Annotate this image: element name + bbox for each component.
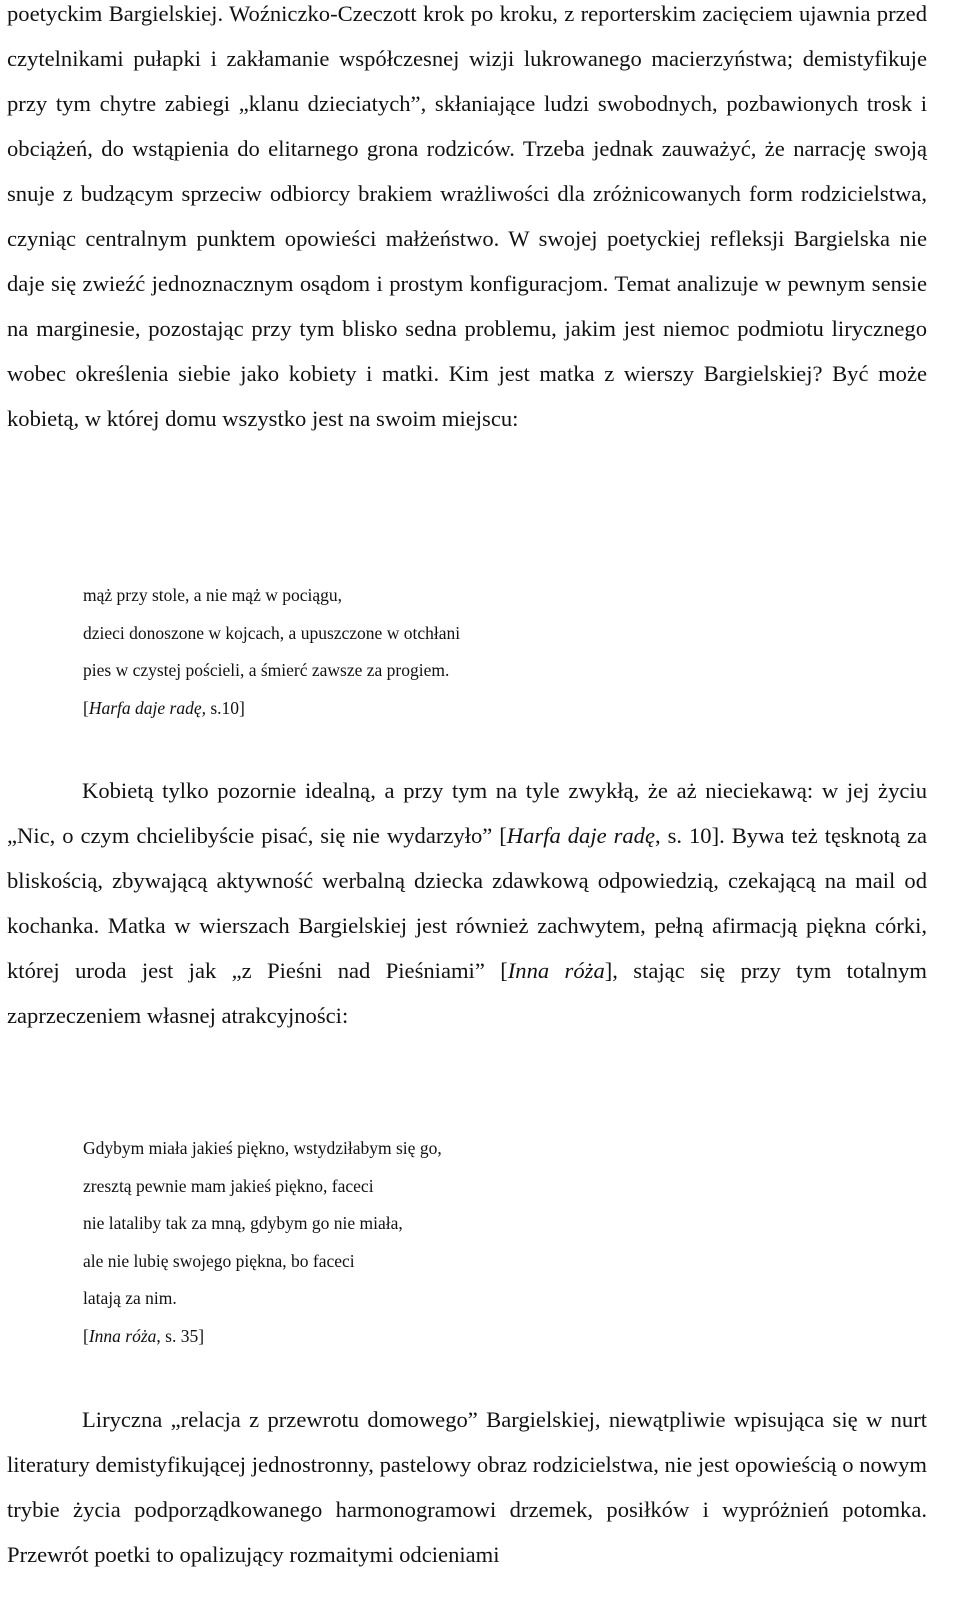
citation-title: Harfa daje radę, bbox=[88, 697, 206, 718]
poem-line: latają za nim. bbox=[83, 1288, 177, 1308]
poem-line: mąż przy stole, a nie mąż w pociągu, bbox=[83, 585, 342, 605]
paragraph-liryczna: Liryczna „relacja z przewrotu domowego” Bargielskiej, niewątpliwie wpisująca się w nurt literatury demistyfikującej jednostronny, pastelowy obraz rodzicielstwa, nie jest opowieścią o nowym trybie życia podporządkowanego harmonogramowi drzemek, posiłków i wypróżnień potomka. Przewrót poetki to opalizujący rozmaitymi odcieniami bbox=[7, 1407, 927, 1567]
paragraph-text: ], stając się przy tym totalnym zaprzeczeniem własnej atrakcyjności: bbox=[7, 958, 927, 1028]
paragraph-continuation: poetyckim Bargielskiej. Woźniczko-Czeczott krok po kroku, z reporterskim zacięciem ujawnia przed czytelnikami pułapki i zakłamanie współczesnej wizji lukrowanego macierzyństwa; demistyfikuje przy tym chytre zabiegi „klanu dzieciatych”, skłaniające ludzi swobodnych, pozbawionych trosk i obciążeń, do wstąpienia do elitarnego grona rodziców. Trzeba jednak zauważyć, że narrację swoją snuje z budzącym sprzeciw odbiorcy brakiem wrażliwości dla zróżnicowanych form rodzicielstwa, czyniąc centralnym punktem opowieści małżeństwo. W swojej poetyckiej refleksji Bargielska nie daje się zwieźć jednoznacznym osądom i prostym konfiguracjom. Temat analizuje w pewnym sensie na marginesie, pozostając przy tym blisko sedna problemu, jakim jest niemoc podmiotu lirycznego wobec określenia siebie jako kobiety i matki. Kim jest matka z wierszy Bargielskiej? Być może kobietą, w której domu wszystko jest na swoim miejscu: bbox=[7, 1, 927, 431]
poem-line: pies w czystej pościeli, a śmierć zawsze za progiem. bbox=[83, 660, 450, 680]
paragraph-kobieta bbox=[7, 768, 927, 1038]
poem-line: nie lataliby tak za mną, gdybym go nie miała, bbox=[83, 1213, 403, 1233]
poem-quote-inna-roza bbox=[7, 1130, 442, 1355]
poem-line: zresztą pewnie mam jakieś piękno, faceci bbox=[83, 1175, 374, 1196]
citation-title: Inna róża bbox=[507, 958, 605, 983]
citation-title: Harfa daje radę bbox=[506, 823, 656, 848]
citation-page: , s. 35 bbox=[156, 1325, 199, 1346]
paragraph-text: , s. 10]. Bywa też tęsknotą za bliskością, zbywającą aktywność werbalną dziecka zdawkową odpowiedzią, czekającą na mail od kochanka. Matka w wierszach Bargielskiej jest również zachwytem, pełną afirmacją piękna córki, której uroda jest jak „z Pieśni nad Pieśniami” [ bbox=[7, 823, 927, 983]
paragraph-text: Kobietą tylko pozornie idealną, a przy tym na tyle zwykłą, że aż nieciekawą: w jej życiu „Nic, o czym chcielibyście pisać, się nie wydarzyło” [ bbox=[7, 778, 927, 848]
poem-line: Gdybym miała jakieś piękno, wstydziłabym się go, bbox=[83, 1138, 442, 1158]
poem-citation: [Harfa daje radę, s.10] bbox=[83, 697, 245, 718]
poem-line: dzieci donoszone w kojcach, a upuszczone w otchłani bbox=[83, 622, 461, 643]
citation-page: s.10 bbox=[205, 697, 240, 718]
poem-quote-harfa bbox=[7, 577, 460, 727]
poem-line: ale nie lubię swojego piękna, bo faceci bbox=[83, 1250, 355, 1271]
citation-title: Inna róża bbox=[88, 1325, 157, 1346]
poem-citation: [Inna róża, s. 35] bbox=[83, 1325, 205, 1346]
